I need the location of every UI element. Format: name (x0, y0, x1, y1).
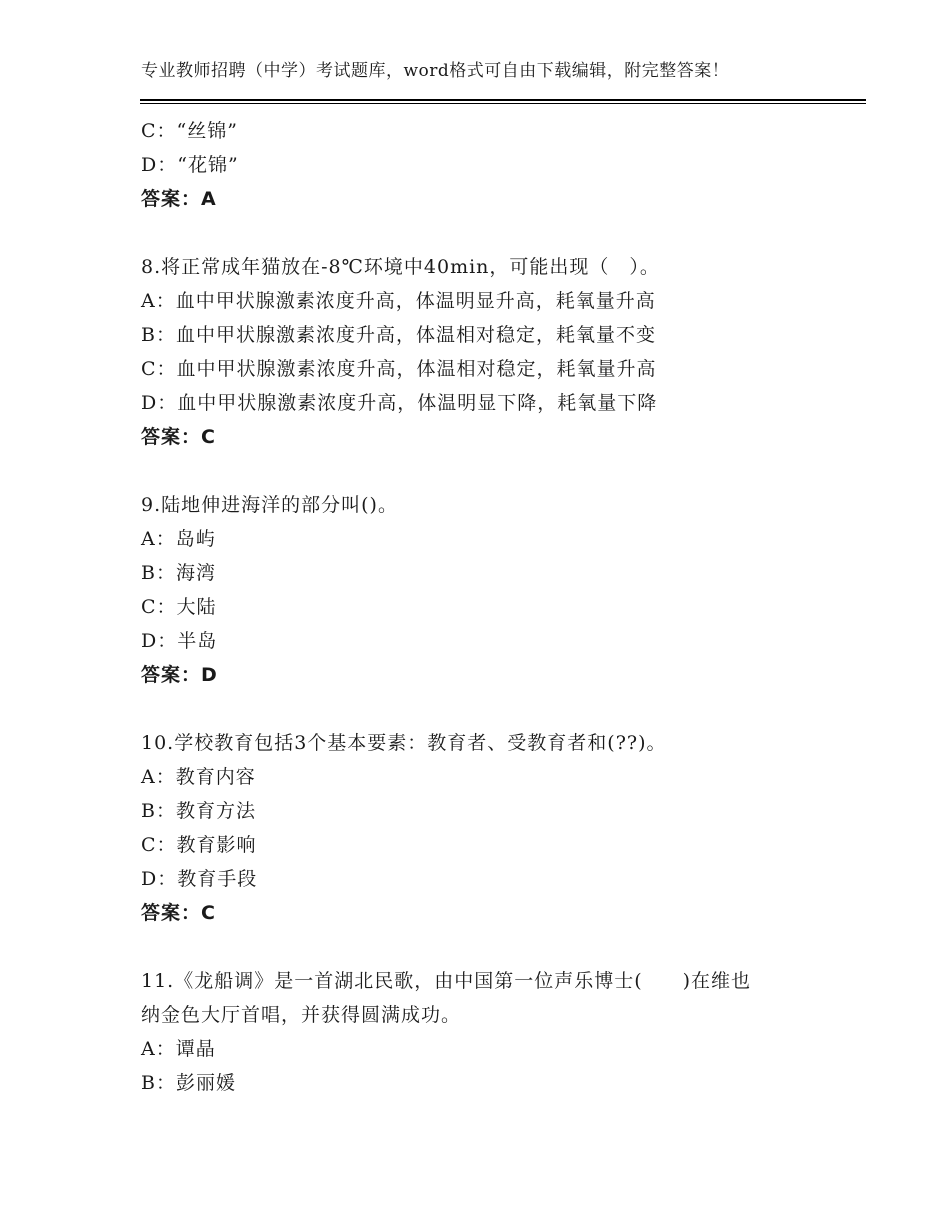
option-a: A：谭晶 (141, 1038, 216, 1060)
option-d: D：血中甲状腺激素浓度升高，体温明显下降，耗氧量下降 (141, 392, 658, 414)
answer-line: 答案：C (141, 426, 216, 448)
option-c: C：教育影响 (141, 834, 257, 856)
question-list (141, 114, 821, 1100)
spacer (141, 930, 821, 964)
question-8 (141, 250, 821, 454)
option-b: B：彭丽媛 (141, 1072, 236, 1094)
question-10 (141, 726, 821, 930)
question-stem: 8.将正常成年猫放在-8℃环境中40min，可能出现（ ）。 (141, 256, 660, 278)
question-stem: 9.陆地伸进海洋的部分叫()。 (141, 494, 398, 516)
question-11 (141, 964, 821, 1100)
option-b: B：血中甲状腺激素浓度升高，体温相对稳定，耗氧量不变 (141, 324, 656, 346)
option-b: B：教育方法 (141, 800, 256, 822)
option-c: C：大陆 (141, 596, 217, 618)
answer-line: 答案：D (141, 664, 218, 686)
header-rule-thin (140, 103, 866, 104)
option-a: A：教育内容 (141, 766, 256, 788)
option-b: B：海湾 (141, 562, 216, 584)
spacer (141, 216, 821, 250)
header-rule-thick (140, 99, 866, 101)
option-d: D：“花锦” (141, 154, 239, 176)
option-a: A：血中甲状腺激素浓度升高，体温明显升高，耗氧量升高 (141, 290, 656, 312)
option-a: A：岛屿 (141, 528, 216, 550)
question-7-tail (141, 114, 821, 216)
option-d: D：半岛 (141, 630, 218, 652)
answer-line: 答案：A (141, 188, 217, 210)
spacer (141, 454, 821, 488)
question-9 (141, 488, 821, 692)
option-d: D：教育手段 (141, 868, 258, 890)
page-header: 专业教师招聘（中学）考试题库，word格式可自由下载编辑，附完整答案！ (141, 61, 730, 81)
option-c: C：血中甲状腺激素浓度升高，体温相对稳定，耗氧量升高 (141, 358, 657, 380)
question-stem-line-1: 11.《龙船调》是一首湖北民歌，由中国第一位声乐博士( )在维也 (141, 970, 752, 992)
option-c: C：“丝锦” (141, 120, 238, 142)
spacer (141, 692, 821, 726)
question-stem: 10.学校教育包括3个基本要素：教育者、受教育者和(??)。 (141, 732, 667, 754)
answer-line: 答案：C (141, 902, 216, 924)
question-stem-line-2: 纳金色大厅首唱，并获得圆满成功。 (141, 1004, 462, 1026)
